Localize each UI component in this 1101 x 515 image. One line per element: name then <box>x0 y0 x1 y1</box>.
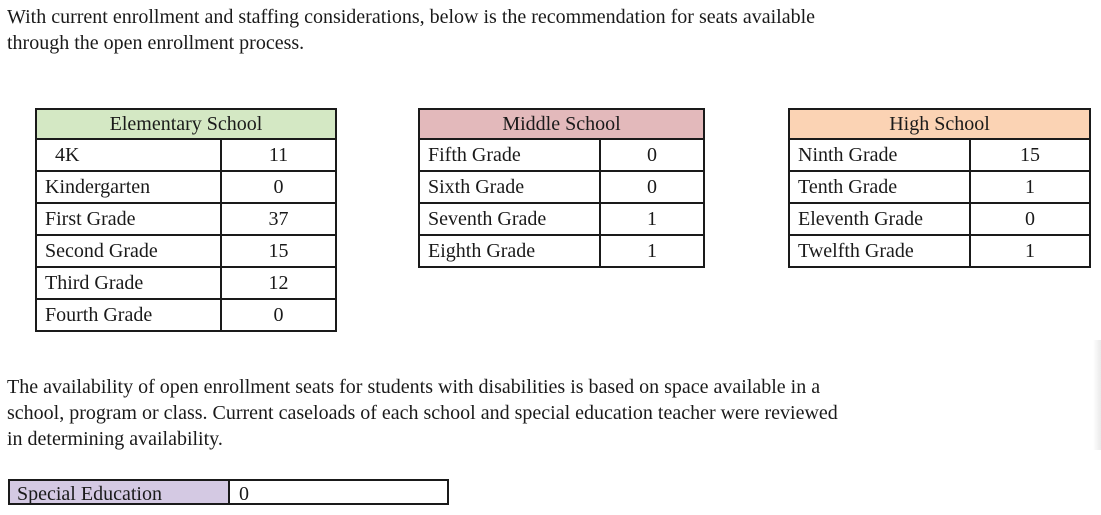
table-row <box>789 203 1090 235</box>
special-education-label: Special Education <box>10 481 230 503</box>
table-row <box>419 235 704 267</box>
seat-count: 15 <box>221 235 336 267</box>
grade-name: Tenth Grade <box>789 171 970 203</box>
seat-count: 1 <box>600 235 704 267</box>
intro-paragraph: With current enrollment and staffing considerations, below is the recommendation for seats available through the open enrollment process. <box>7 6 816 54</box>
elementary-school-header: Elementary School <box>36 109 336 139</box>
page-edge-shadow <box>1093 340 1101 450</box>
grade-name: Kindergarten <box>36 171 221 203</box>
grade-name: Eighth Grade <box>419 235 600 267</box>
seat-count: 0 <box>970 203 1090 235</box>
table-row <box>36 203 336 235</box>
high-school-header: High School <box>789 109 1090 139</box>
elementary-school-table <box>35 108 337 332</box>
grade-name: Fourth Grade <box>36 299 221 331</box>
grade-name: Third Grade <box>36 267 221 299</box>
seat-count: 11 <box>221 139 336 171</box>
seat-count: 37 <box>221 203 336 235</box>
grade-name: Second Grade <box>36 235 221 267</box>
grade-name: 4K <box>36 139 221 171</box>
grade-name: Eleventh Grade <box>789 203 970 235</box>
seat-count: 1 <box>600 203 704 235</box>
seat-count: 0 <box>600 171 704 203</box>
seat-count: 0 <box>221 171 336 203</box>
table-row <box>419 171 704 203</box>
table-row <box>36 299 336 331</box>
grade-name: Seventh Grade <box>419 203 600 235</box>
table-row <box>789 235 1090 267</box>
grade-name: Ninth Grade <box>789 139 970 171</box>
table-row <box>36 235 336 267</box>
table-row <box>789 139 1090 171</box>
table-row <box>36 267 336 299</box>
high-school-table <box>788 108 1091 268</box>
grade-name: First Grade <box>36 203 221 235</box>
table-row <box>789 171 1090 203</box>
table-row <box>36 171 336 203</box>
seat-count: 15 <box>970 139 1090 171</box>
seat-count: 0 <box>221 299 336 331</box>
seat-count: 12 <box>221 267 336 299</box>
seat-count: 0 <box>600 139 704 171</box>
grade-name: Twelfth Grade <box>789 235 970 267</box>
seat-count: 1 <box>970 171 1090 203</box>
grade-name: Sixth Grade <box>419 171 600 203</box>
table-row <box>419 203 704 235</box>
grade-name: Fifth Grade <box>419 139 600 171</box>
seat-count: 1 <box>970 235 1090 267</box>
special-education-row <box>8 479 449 505</box>
middle-school-table <box>418 108 705 268</box>
table-row <box>36 139 336 171</box>
middle-school-header: Middle School <box>419 109 704 139</box>
availability-paragraph: The availability of open enrollment seats for students with disabilities is based on space available in a school, program or class. Current caseloads of each school and special education teacher were reviewed in determining availability. <box>7 376 838 450</box>
special-education-seats: 0 <box>239 483 249 505</box>
table-row <box>419 139 704 171</box>
